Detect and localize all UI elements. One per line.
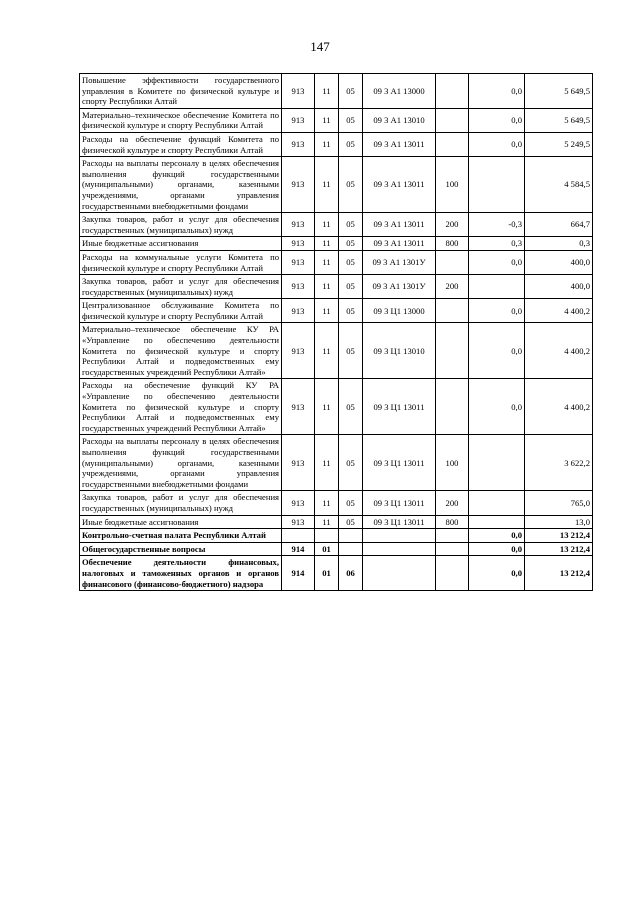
expense-type-cell <box>436 529 469 543</box>
department-code-cell: 913 <box>282 213 315 237</box>
expense-name-cell: Расходы на обеспечение функций КУ РА «Управление по обеспечению деятельности Комитета по физической культуре и спорту Республики Алтай и подведомственных ему государственных учреждений Республики Алтай» <box>80 379 282 435</box>
section-code-cell: 11 <box>315 435 339 491</box>
total-amount-cell: 400,0 <box>525 250 593 274</box>
section-code-cell: 11 <box>315 74 339 109</box>
change-amount-cell <box>469 435 525 491</box>
expense-type-cell <box>436 542 469 556</box>
target-article-cell <box>363 556 436 591</box>
total-amount-cell: 4 400,2 <box>525 299 593 323</box>
change-amount-cell: 0,0 <box>469 108 525 132</box>
target-article-cell <box>363 529 436 543</box>
change-amount-cell: -0,3 <box>469 213 525 237</box>
target-article-cell: 09 3 А1 13011 <box>363 132 436 156</box>
target-article-cell: 09 3 А1 1301У <box>363 250 436 274</box>
expense-name-cell: Закупка товаров, работ и услуг для обеспечения государственных (муниципальных) нужд <box>80 491 282 515</box>
table-row <box>80 556 593 591</box>
total-amount-cell: 5 249,5 <box>525 132 593 156</box>
table-row <box>80 435 593 491</box>
change-amount-cell: 0,0 <box>469 379 525 435</box>
expense-type-cell: 800 <box>436 515 469 529</box>
department-code-cell: 913 <box>282 74 315 109</box>
subsection-code-cell: 05 <box>339 491 363 515</box>
table-row <box>80 323 593 379</box>
section-code-cell: 11 <box>315 515 339 529</box>
table-row <box>80 299 593 323</box>
section-code-cell <box>315 529 339 543</box>
expense-type-cell <box>436 250 469 274</box>
department-code-cell: 914 <box>282 556 315 591</box>
table-row <box>80 108 593 132</box>
department-code-cell: 913 <box>282 237 315 251</box>
table-row <box>80 132 593 156</box>
change-amount-cell <box>469 275 525 299</box>
target-article-cell: 09 3 А1 1301У <box>363 275 436 299</box>
department-code-cell: 913 <box>282 435 315 491</box>
subsection-code-cell: 05 <box>339 323 363 379</box>
section-code-cell: 01 <box>315 556 339 591</box>
expense-type-cell <box>436 556 469 591</box>
subsection-code-cell: 06 <box>339 556 363 591</box>
budget-table <box>79 73 593 591</box>
subsection-code-cell: 05 <box>339 108 363 132</box>
change-amount-cell: 0,0 <box>469 299 525 323</box>
expense-type-cell <box>436 323 469 379</box>
section-code-cell: 11 <box>315 275 339 299</box>
target-article-cell: 09 3 А1 13011 <box>363 157 436 213</box>
total-amount-cell: 4 400,2 <box>525 379 593 435</box>
total-amount-cell: 13 212,4 <box>525 529 593 543</box>
expense-type-cell <box>436 132 469 156</box>
change-amount-cell: 0,0 <box>469 542 525 556</box>
subsection-code-cell: 05 <box>339 250 363 274</box>
section-code-cell: 11 <box>315 250 339 274</box>
target-article-cell: 09 3 А1 13000 <box>363 74 436 109</box>
total-amount-cell: 4 400,2 <box>525 323 593 379</box>
expense-type-cell <box>436 299 469 323</box>
change-amount-cell: 0,0 <box>469 556 525 591</box>
table-row <box>80 250 593 274</box>
expense-name-cell: Обеспечение деятельности финансовых, налоговых и таможенных органов и органов финансового (финансово-бюджетного) надзора <box>80 556 282 591</box>
budget-table-body <box>80 74 593 591</box>
target-article-cell: 09 3 А1 13010 <box>363 108 436 132</box>
table-row <box>80 491 593 515</box>
total-amount-cell: 5 649,5 <box>525 108 593 132</box>
department-code-cell: 913 <box>282 515 315 529</box>
change-amount-cell: 0,3 <box>469 237 525 251</box>
table-row <box>80 237 593 251</box>
page-number: 147 <box>310 39 330 54</box>
expense-name-cell: Закупка товаров, работ и услуг для обеспечения государственных (муниципальных) нужд <box>80 213 282 237</box>
department-code-cell: 913 <box>282 157 315 213</box>
expense-type-cell: 200 <box>436 491 469 515</box>
department-code-cell: 914 <box>282 542 315 556</box>
subsection-code-cell: 05 <box>339 515 363 529</box>
section-code-cell: 11 <box>315 157 339 213</box>
target-article-cell <box>363 542 436 556</box>
expense-name-cell: Иные бюджетные ассигнования <box>80 237 282 251</box>
table-row <box>80 515 593 529</box>
subsection-code-cell: 05 <box>339 237 363 251</box>
total-amount-cell: 664,7 <box>525 213 593 237</box>
change-amount-cell: 0,0 <box>469 132 525 156</box>
expense-type-cell: 200 <box>436 275 469 299</box>
department-code-cell: 913 <box>282 379 315 435</box>
target-article-cell: 09 3 Ц1 13011 <box>363 515 436 529</box>
expense-name-cell: Контрольно-счетная палата Республики Алтай <box>80 529 282 543</box>
department-code-cell: 913 <box>282 299 315 323</box>
subsection-code-cell: 05 <box>339 435 363 491</box>
expense-name-cell: Материально–техническое обеспечение Комитета по физической культуре и спорту Республики Алтай <box>80 108 282 132</box>
target-article-cell: 09 3 Ц1 13011 <box>363 379 436 435</box>
table-row <box>80 213 593 237</box>
subsection-code-cell: 05 <box>339 74 363 109</box>
table-row <box>80 542 593 556</box>
subsection-code-cell: 05 <box>339 275 363 299</box>
expense-type-cell: 100 <box>436 435 469 491</box>
department-code-cell: 913 <box>282 132 315 156</box>
subsection-code-cell: 05 <box>339 299 363 323</box>
total-amount-cell: 4 584,5 <box>525 157 593 213</box>
expense-name-cell: Централизованное обслуживание Комитета по физической культуре и спорту Республики Алтай <box>80 299 282 323</box>
section-code-cell: 11 <box>315 213 339 237</box>
expense-type-cell: 200 <box>436 213 469 237</box>
section-code-cell: 01 <box>315 542 339 556</box>
expense-type-cell: 800 <box>436 237 469 251</box>
subsection-code-cell <box>339 529 363 543</box>
expense-name-cell: Расходы на обеспечение функций Комитета по физической культуре и спорту Республики Алтай <box>80 132 282 156</box>
change-amount-cell: 0,0 <box>469 74 525 109</box>
change-amount-cell: 0,0 <box>469 529 525 543</box>
total-amount-cell: 13 212,4 <box>525 542 593 556</box>
section-code-cell: 11 <box>315 237 339 251</box>
department-code-cell <box>282 529 315 543</box>
target-article-cell: 09 3 А1 13011 <box>363 213 436 237</box>
department-code-cell: 913 <box>282 275 315 299</box>
total-amount-cell: 5 649,5 <box>525 74 593 109</box>
section-code-cell: 11 <box>315 299 339 323</box>
change-amount-cell <box>469 491 525 515</box>
expense-type-cell: 100 <box>436 157 469 213</box>
table-row <box>80 74 593 109</box>
target-article-cell: 09 3 Ц1 13011 <box>363 435 436 491</box>
total-amount-cell: 0,3 <box>525 237 593 251</box>
expense-name-cell: Расходы на выплаты персоналу в целях обеспечения выполнения функций государственными (муниципальными) органами, казенными учреждениями, органами управления государственными внебюджетными фондами <box>80 157 282 213</box>
expense-name-cell: Иные бюджетные ассигнования <box>80 515 282 529</box>
total-amount-cell: 765,0 <box>525 491 593 515</box>
department-code-cell: 913 <box>282 491 315 515</box>
subsection-code-cell: 05 <box>339 213 363 237</box>
department-code-cell: 913 <box>282 323 315 379</box>
table-row <box>80 275 593 299</box>
expense-type-cell <box>436 74 469 109</box>
section-code-cell: 11 <box>315 491 339 515</box>
change-amount-cell: 0,0 <box>469 323 525 379</box>
department-code-cell: 913 <box>282 108 315 132</box>
change-amount-cell <box>469 157 525 213</box>
section-code-cell: 11 <box>315 108 339 132</box>
expense-name-cell: Общегосударственные вопросы <box>80 542 282 556</box>
expense-name-cell: Материально–техническое обеспечение КУ РА «Управление по обеспечению деятельности Комитета по физической культуре и спорту Республики Алтай и подведомственных ему государственных учреждений Республики Алтай» <box>80 323 282 379</box>
total-amount-cell: 400,0 <box>525 275 593 299</box>
expense-name-cell: Закупка товаров, работ и услуг для обеспечения государственных (муниципальных) нужд <box>80 275 282 299</box>
target-article-cell: 09 3 А1 13011 <box>363 237 436 251</box>
subsection-code-cell: 05 <box>339 157 363 213</box>
table-row <box>80 529 593 543</box>
target-article-cell: 09 3 Ц1 13010 <box>363 323 436 379</box>
expense-type-cell <box>436 379 469 435</box>
subsection-code-cell: 05 <box>339 379 363 435</box>
target-article-cell: 09 3 Ц1 13000 <box>363 299 436 323</box>
table-row <box>80 379 593 435</box>
table-row <box>80 157 593 213</box>
expense-name-cell: Повышение эффективности государственного управления в Комитете по физической культуре и спорту Республики Алтай <box>80 74 282 109</box>
subsection-code-cell: 05 <box>339 132 363 156</box>
total-amount-cell: 3 622,2 <box>525 435 593 491</box>
expense-type-cell <box>436 108 469 132</box>
total-amount-cell: 13,0 <box>525 515 593 529</box>
expense-name-cell: Расходы на коммунальные услуги Комитета по физической культуре и спорту Республики Алтай <box>80 250 282 274</box>
total-amount-cell: 13 212,4 <box>525 556 593 591</box>
change-amount-cell <box>469 515 525 529</box>
change-amount-cell: 0,0 <box>469 250 525 274</box>
section-code-cell: 11 <box>315 132 339 156</box>
section-code-cell: 11 <box>315 323 339 379</box>
target-article-cell: 09 3 Ц1 13011 <box>363 491 436 515</box>
expense-name-cell: Расходы на выплаты персоналу в целях обеспечения выполнения функций государственными (муниципальными) органами, казенными учреждениями, органами управления государственными внебюджетными фондами <box>80 435 282 491</box>
section-code-cell: 11 <box>315 379 339 435</box>
subsection-code-cell <box>339 542 363 556</box>
department-code-cell: 913 <box>282 250 315 274</box>
